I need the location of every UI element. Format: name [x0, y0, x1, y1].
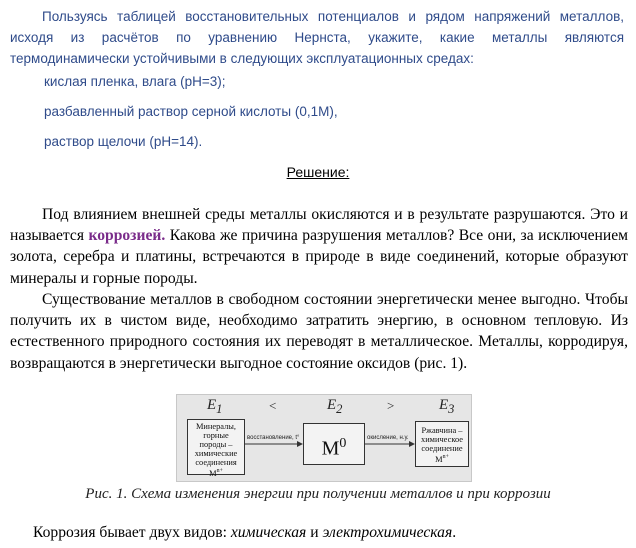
- energy-label-e2: $E_2$: [327, 397, 343, 416]
- less-than-sign: <: [269, 398, 277, 413]
- rust-line: химическое: [421, 435, 463, 444]
- task-item-sulfuric-acid: разбавленный раствор серной кислоты (0,1М),: [44, 104, 338, 119]
- energy-diagram: [176, 394, 472, 482]
- energy-label-e3: $E_3$: [439, 397, 455, 416]
- greater-than-sign: >: [387, 398, 395, 413]
- term-chemical: химическая: [230, 524, 307, 541]
- energy-label-e1: $E_1$: [207, 397, 223, 416]
- p1-after: Какова же причина разрушения металлов? Все они, за исключением золота, серебра и платины, встречаются в природе в виде соединений, которые образуют минералы и горные породы.: [10, 227, 628, 287]
- minerals-ion: $M^{n+}$: [209, 468, 223, 478]
- rust-line: соединение: [421, 444, 463, 453]
- p1-before: Под влиянием внешней среды металлы окисляются и в результате разрушаются. Это и называется: [10, 206, 628, 245]
- term-electrochemical: электрохимическая: [322, 524, 453, 541]
- minerals-line: Минералы,: [195, 422, 236, 431]
- paragraph-corrosion-definition: [10, 204, 628, 289]
- term-corrosion: коррозией.: [88, 227, 166, 245]
- solution-heading: Решение:: [286, 164, 350, 180]
- task-item-alkali: раствор щелочи (pH=14).: [44, 134, 203, 149]
- figure-caption: Рис. 1. Схема изменения энергии при получении металлов и при коррозии: [85, 486, 551, 502]
- task-intro: Пользуясь таблицей восстановительных потенциалов и рядом напряжений металлов, исходя из расчётов по уравнению Нернста, укажите, какие металлы являются термодинамически устойчивыми в следующих эксплуатационных средах:: [10, 9, 624, 66]
- metal-box: $M^0$: [303, 423, 365, 465]
- rust-line: Ржавчина –: [421, 426, 463, 435]
- rust-ion: $M^{n+}$: [435, 454, 449, 464]
- minerals-line: химические: [194, 449, 238, 458]
- minerals-line: соединения: [195, 458, 237, 467]
- corrosion-types-sentence: Коррозия бывает двух видов: химическая и электрохимическая.: [33, 524, 457, 541]
- task-item-acid-film: кислая пленка, влага (pH=3);: [44, 74, 226, 89]
- minerals-line: породы –: [199, 440, 233, 449]
- oxidation-label: окисление, н.у.: [367, 435, 409, 441]
- paragraph-energy: Существование металлов в свободном состоянии энергетически менее выгодно. Чтобы получить их в чистом виде, необходимо затратить энергию, в основном тепловую. Из естественного природного состояния их переводят в металлическое. Металлы, корродируя, возвращаются в энергетически выгодное состояние оксидов (рис. 1).: [10, 291, 628, 372]
- diagram-arrows: [177, 395, 473, 483]
- reduction-label: восстановление, t°: [247, 435, 300, 441]
- minerals-line: горные: [203, 431, 229, 440]
